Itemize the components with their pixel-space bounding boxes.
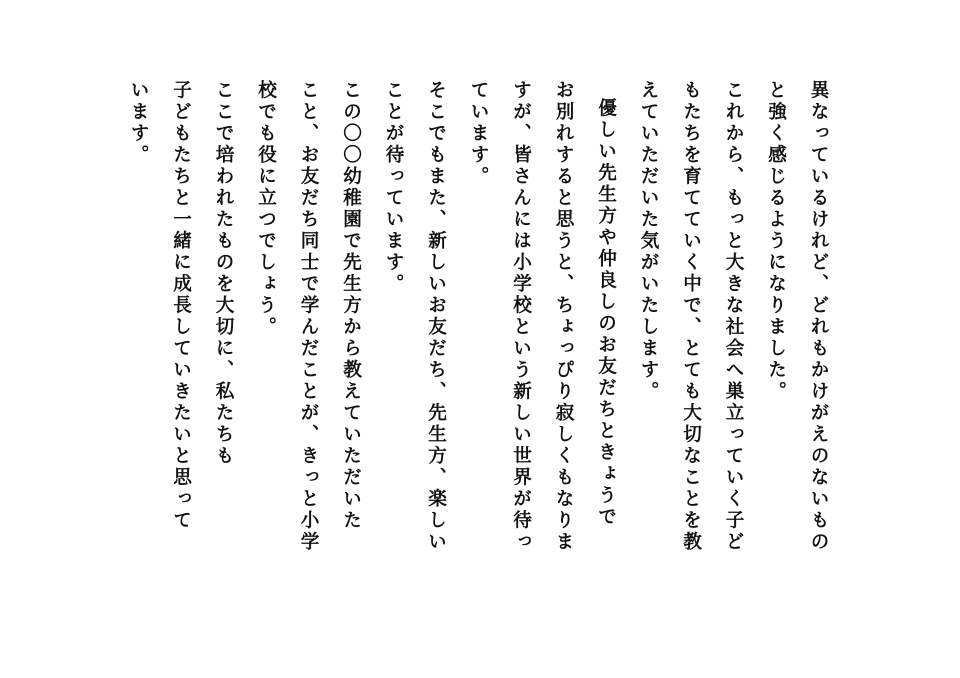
text-column-8: すが、皆さんには小学校という新しい世界が待っ (510, 80, 532, 553)
text-column-5: えていただいた気がいたします。 (638, 80, 659, 403)
text-column-7: お別れすると思うと、ちょっぴり寂しくもなりま (553, 80, 574, 553)
text-column-10: そこでもまた、新しいお友だち、先生方、楽しい (425, 80, 447, 553)
text-column-11: ことが待っています。 (383, 80, 404, 295)
text-column-2: と強く感じるようになりました。 (765, 80, 787, 403)
text-column-9: ています。 (468, 80, 489, 188)
text-column-3: これから、もっと大きな社会へ巣立っていく子ど (723, 80, 744, 553)
text-column-16: 子どもたちと一緒に成長していきたいと思って (170, 80, 192, 532)
text-column-12: この〇〇幼稚園で先生方から教えていただいた (340, 80, 362, 532)
text-column-13: こと、お友だち同士で学んだことが、きっと小学 (298, 80, 319, 553)
text-column-15: ここで培われたものを大切に、私たちも (213, 80, 234, 467)
text-column-4: もたちを育てていく中で、とても大切なことを教 (680, 80, 702, 553)
text-column-17: います。 (128, 80, 149, 166)
text-column-14: 校でも役に立つでしょう。 (255, 80, 277, 338)
text-column-1: 異なっているけれど、どれもかけがえのないもの (808, 80, 829, 553)
text-column-6: 優しい先生方や仲良しのお友だちときょうで (595, 98, 617, 528)
